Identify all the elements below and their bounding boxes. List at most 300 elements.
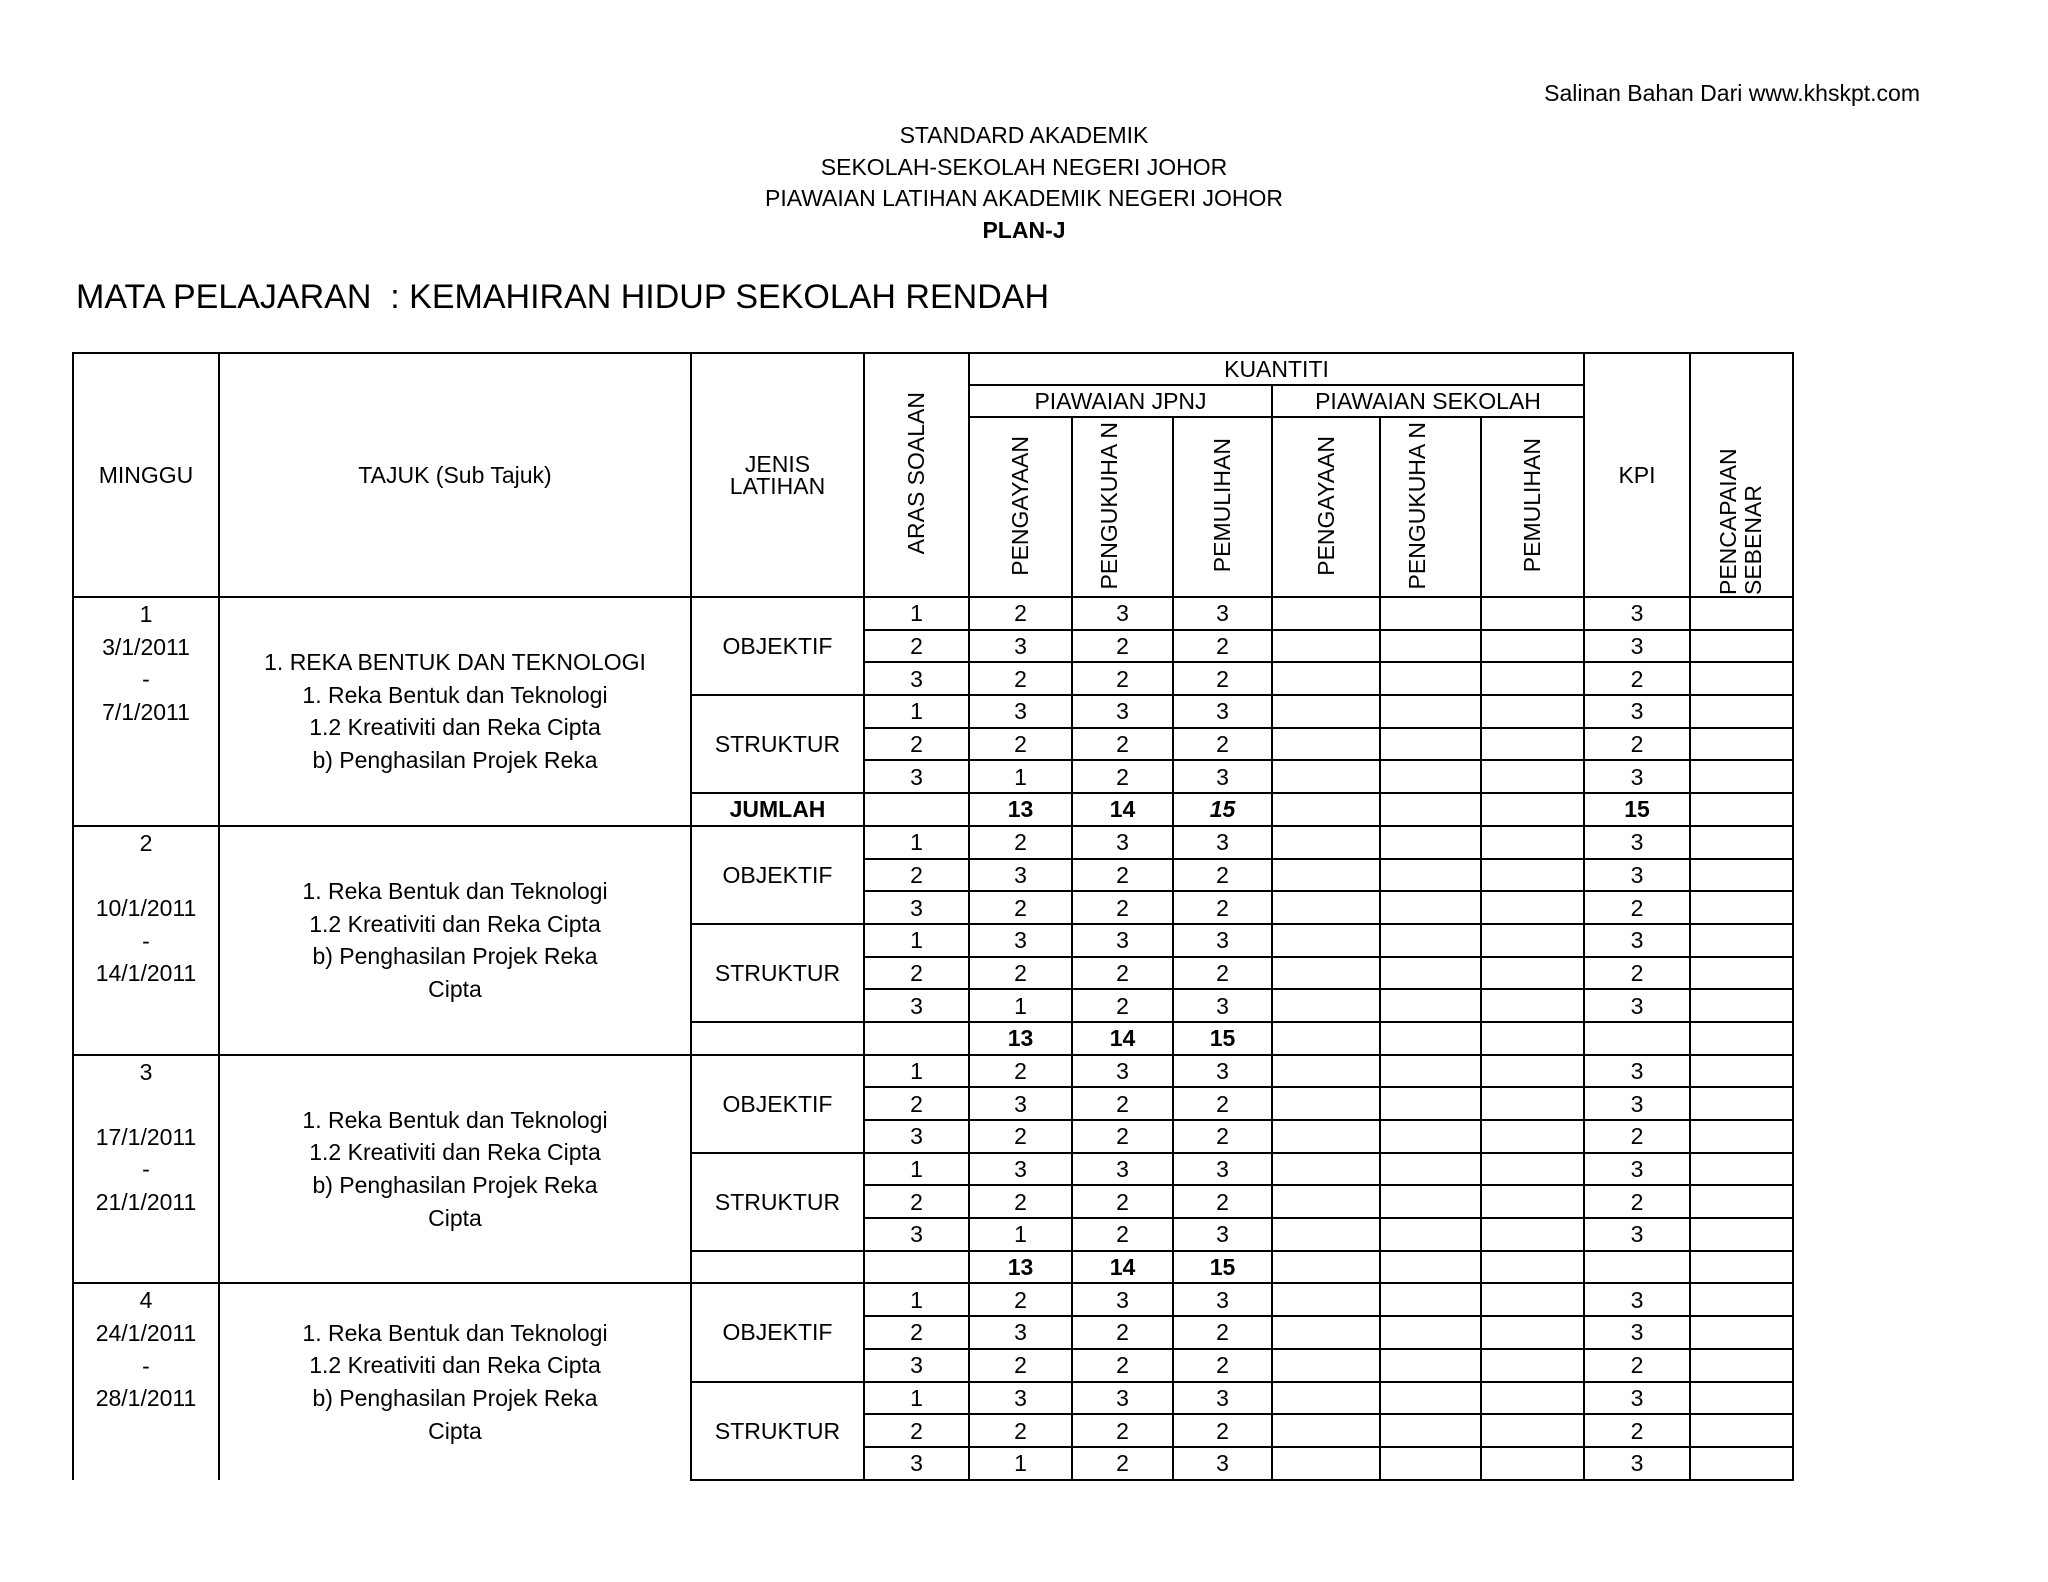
jenis-objektif: OBJEKTIF <box>691 597 864 695</box>
col-header-jpnj-pemulihan: PEMULIHAN <box>1173 417 1272 597</box>
aras-cell: 2 <box>864 1316 969 1349</box>
col-header-kpi: KPI <box>1584 353 1690 597</box>
pencapaian-cell <box>1690 1153 1793 1186</box>
sekolah-pengukuhan-cell <box>1380 630 1481 663</box>
topic-line: 1.2 Kreativiti dan Reka Cipta <box>309 714 601 741</box>
sekolah-pemulihan-cell <box>1481 859 1584 892</box>
sekolah-pengukuhan-cell <box>1380 1414 1481 1447</box>
sekolah-pengayaan-cell <box>1272 1349 1380 1382</box>
topic-cell <box>219 597 691 826</box>
sekolah-pemulihan-cell <box>1481 1185 1584 1218</box>
header-line-2: SEKOLAH-SEKOLAH NEGERI JOHOR <box>820 153 1228 180</box>
sekolah-pengukuhan-cell <box>1380 662 1481 695</box>
topic-line: 1. REKA BENTUK DAN TEKNOLOGI <box>264 649 646 676</box>
kpi-cell: 2 <box>1584 1185 1690 1218</box>
pencapaian-cell <box>1690 662 1793 695</box>
sekolah-pemulihan-cell <box>1481 989 1584 1022</box>
pencapaian-cell <box>1690 760 1793 793</box>
week-line: 3/1/2011 <box>102 633 190 660</box>
sekolah-pengukuhan-cell <box>1380 891 1481 924</box>
week-line: 28/1/2011 <box>95 1385 197 1412</box>
pencapaian-cell <box>1690 1185 1793 1218</box>
table-row <box>73 1055 1793 1088</box>
total-aras-cell <box>864 1251 969 1284</box>
total-pengayaan-cell: 13 <box>969 793 1072 826</box>
jpnj-pemulihan-cell: 2 <box>1173 1120 1272 1153</box>
jpnj-pemulihan-cell: 2 <box>1173 957 1272 990</box>
jpnj-pengukuhan-cell: 2 <box>1072 662 1173 695</box>
sekolah-pengayaan-cell <box>1272 924 1380 957</box>
source-note: Salinan Bahan Dari www.khskpt.com <box>1544 80 1920 106</box>
total-pengukuhan-cell: 14 <box>1072 793 1173 826</box>
topic-line: b) Penghasilan Projek Reka <box>312 1172 598 1199</box>
sekolah-pengukuhan-cell <box>1380 1447 1481 1480</box>
sekolah-pemulihan-cell <box>1481 957 1584 990</box>
sekolah-pengayaan-cell <box>1272 1447 1380 1480</box>
sekolah-pemulihan-cell <box>1481 662 1584 695</box>
sekolah-pengayaan-cell <box>1272 728 1380 761</box>
pencapaian-cell <box>1690 989 1793 1022</box>
total-kpi-cell: 15 <box>1584 793 1690 826</box>
sekolah-pengukuhan-cell <box>1380 1283 1481 1316</box>
sekolah-pengayaan-cell <box>1272 760 1380 793</box>
jpnj-pengukuhan-cell: 2 <box>1072 989 1173 1022</box>
sekolah-pengayaan-cell <box>1272 1218 1380 1251</box>
topic-line: 1.2 Kreativiti dan Reka Cipta <box>309 1352 601 1379</box>
jpnj-pengukuhan-cell: 3 <box>1072 1055 1173 1088</box>
sekolah-pengukuhan-cell <box>1380 1120 1481 1153</box>
col-header-jpnj-pengukuhan: PENGUKUHA N <box>1072 417 1173 597</box>
topic-line: b) Penghasilan Projek Reka <box>312 943 598 970</box>
jpnj-pemulihan-cell: 3 <box>1173 924 1272 957</box>
jpnj-pengayaan-cell: 2 <box>969 1283 1072 1316</box>
aras-cell: 3 <box>864 1218 969 1251</box>
col-header-minggu: MINGGU <box>73 353 219 597</box>
week-line: 3 <box>139 1058 153 1085</box>
pencapaian-cell <box>1690 597 1793 630</box>
total-sekolah-pemulihan-cell <box>1481 1251 1584 1284</box>
pencapaian-cell <box>1690 695 1793 728</box>
jenis-objektif: OBJEKTIF <box>691 1283 864 1381</box>
week-line: 2 <box>139 829 153 856</box>
sekolah-pengayaan-cell <box>1272 826 1380 859</box>
jpnj-pengukuhan-cell: 3 <box>1072 1382 1173 1415</box>
pencapaian-cell <box>1690 728 1793 761</box>
jenis-struktur: STRUKTUR <box>691 1153 864 1251</box>
aras-cell: 2 <box>864 1414 969 1447</box>
kpi-cell: 3 <box>1584 695 1690 728</box>
week-line: 10/1/2011 <box>95 895 197 921</box>
aras-cell: 2 <box>864 630 969 663</box>
week-cell <box>73 1283 219 1479</box>
jpnj-pengukuhan-cell: 3 <box>1072 924 1173 957</box>
jpnj-pemulihan-cell: 2 <box>1173 728 1272 761</box>
aras-cell: 1 <box>864 695 969 728</box>
jenis-struktur: STRUKTUR <box>691 1382 864 1480</box>
jpnj-pemulihan-cell: 3 <box>1173 1218 1272 1251</box>
jpnj-pengayaan-cell: 2 <box>969 662 1072 695</box>
sekolah-pemulihan-cell <box>1481 924 1584 957</box>
topic-line: Cipta <box>428 975 482 1002</box>
sekolah-pengayaan-cell <box>1272 1414 1380 1447</box>
week-line <box>74 859 218 892</box>
jpnj-pengayaan-cell: 3 <box>969 859 1072 892</box>
jpnj-pengayaan-cell: 1 <box>969 760 1072 793</box>
aras-cell: 1 <box>864 1283 969 1316</box>
col-header-tajuk: TAJUK (Sub Tajuk) <box>219 353 691 597</box>
jenis-struktur: STRUKTUR <box>691 924 864 1022</box>
sekolah-pengukuhan-cell <box>1380 859 1481 892</box>
aras-cell: 2 <box>864 1087 969 1120</box>
total-sekolah-pengukuhan-cell <box>1380 1251 1481 1284</box>
jpnj-pengayaan-cell: 2 <box>969 957 1072 990</box>
jpnj-pengayaan-cell: 2 <box>969 1185 1072 1218</box>
kpi-cell: 2 <box>1584 728 1690 761</box>
total-aras-cell <box>864 793 969 826</box>
kpi-cell: 3 <box>1584 1382 1690 1415</box>
sekolah-pengayaan-cell <box>1272 1055 1380 1088</box>
jpnj-pemulihan-cell: 3 <box>1173 1283 1272 1316</box>
subject-title: MATA PELAJARAN : KEMAHIRAN HIDUP SEKOLAH RENDAH <box>76 278 1050 316</box>
kpi-cell: 2 <box>1584 957 1690 990</box>
sekolah-pengayaan-cell <box>1272 1283 1380 1316</box>
jpnj-pengayaan-cell: 3 <box>969 695 1072 728</box>
total-sekolah-pengayaan-cell <box>1272 793 1380 826</box>
sekolah-pemulihan-cell <box>1481 728 1584 761</box>
sekolah-pemulihan-cell <box>1481 1316 1584 1349</box>
jpnj-pengukuhan-cell: 2 <box>1072 728 1173 761</box>
col-header-piawaian-sekolah: PIAWAIAN SEKOLAH <box>1272 385 1584 417</box>
sekolah-pengayaan-cell <box>1272 630 1380 663</box>
total-sekolah-pemulihan-cell <box>1481 1022 1584 1055</box>
week-line: 21/1/2011 <box>95 1189 197 1215</box>
sekolah-pengayaan-cell <box>1272 1120 1380 1153</box>
sekolah-pemulihan-cell <box>1481 1055 1584 1088</box>
jpnj-pengukuhan-cell: 2 <box>1072 1447 1173 1480</box>
sekolah-pemulihan-cell <box>1481 597 1584 630</box>
jpnj-pengukuhan-cell: 3 <box>1072 695 1173 728</box>
aras-cell: 3 <box>864 760 969 793</box>
jpnj-pemulihan-cell: 2 <box>1173 859 1272 892</box>
jpnj-pengayaan-cell: 1 <box>969 1218 1072 1251</box>
kpi-cell: 2 <box>1584 662 1690 695</box>
kpi-cell: 2 <box>1584 1120 1690 1153</box>
topic-line: 1.2 Kreativiti dan Reka Cipta <box>309 910 601 937</box>
pencapaian-cell <box>1690 630 1793 663</box>
sekolah-pemulihan-cell <box>1481 695 1584 728</box>
total-sekolah-pengukuhan-cell <box>1380 1022 1481 1055</box>
jpnj-pemulihan-cell: 3 <box>1173 1382 1272 1415</box>
jpnj-pengayaan-cell: 2 <box>969 891 1072 924</box>
jpnj-pengukuhan-cell: 2 <box>1072 760 1173 793</box>
total-pencapaian-cell <box>1690 1251 1793 1284</box>
jpnj-pengukuhan-cell: 3 <box>1072 597 1173 630</box>
aras-cell: 3 <box>864 662 969 695</box>
week-line: 4 <box>139 1287 153 1314</box>
jpnj-pengukuhan-cell: 2 <box>1072 1414 1173 1447</box>
topic-line: 1.2 Kreativiti dan Reka Cipta <box>309 1139 601 1166</box>
aras-cell: 3 <box>864 1447 969 1480</box>
sekolah-pengukuhan-cell <box>1380 1153 1481 1186</box>
week-line: 1 <box>139 601 153 627</box>
week-cell <box>73 1055 219 1284</box>
aras-cell: 1 <box>864 1382 969 1415</box>
total-pengayaan-cell: 13 <box>969 1022 1072 1055</box>
jpnj-pemulihan-cell: 2 <box>1173 1414 1272 1447</box>
sekolah-pemulihan-cell <box>1481 630 1584 663</box>
jpnj-pengukuhan-cell: 2 <box>1072 1218 1173 1251</box>
sekolah-pengukuhan-cell <box>1380 924 1481 957</box>
jpnj-pemulihan-cell: 3 <box>1173 1447 1272 1480</box>
jpnj-pengayaan-cell: 3 <box>969 1087 1072 1120</box>
aras-cell: 2 <box>864 957 969 990</box>
jpnj-pemulihan-cell: 2 <box>1173 662 1272 695</box>
sekolah-pengukuhan-cell <box>1380 1185 1481 1218</box>
jpnj-pemulihan-cell: 3 <box>1173 695 1272 728</box>
sekolah-pemulihan-cell <box>1481 1120 1584 1153</box>
jpnj-pengayaan-cell: 2 <box>969 728 1072 761</box>
jpnj-pengukuhan-cell: 3 <box>1072 1283 1173 1316</box>
sekolah-pengayaan-cell <box>1272 1153 1380 1186</box>
total-kpi-cell <box>1584 1251 1690 1284</box>
week-line: 14/1/2011 <box>95 960 197 987</box>
sekolah-pengayaan-cell <box>1272 989 1380 1022</box>
kpi-cell: 3 <box>1584 597 1690 630</box>
sekolah-pemulihan-cell <box>1481 1218 1584 1251</box>
kpi-cell: 3 <box>1584 924 1690 957</box>
jpnj-pemulihan-cell: 3 <box>1173 989 1272 1022</box>
kpi-cell: 3 <box>1584 1447 1690 1480</box>
sekolah-pengukuhan-cell <box>1380 1087 1481 1120</box>
jpnj-pengayaan-cell: 2 <box>969 1414 1072 1447</box>
jpnj-pemulihan-cell: 3 <box>1173 597 1272 630</box>
pencapaian-cell <box>1690 1120 1793 1153</box>
sekolah-pengukuhan-cell <box>1380 957 1481 990</box>
jpnj-pemulihan-cell: 2 <box>1173 891 1272 924</box>
jpnj-pengukuhan-cell: 2 <box>1072 891 1173 924</box>
kpi-cell: 2 <box>1584 1349 1690 1382</box>
topic-line: b) Penghasilan Projek Reka <box>312 1385 598 1411</box>
total-sekolah-pengukuhan-cell <box>1380 793 1481 826</box>
pencapaian-cell <box>1690 1382 1793 1415</box>
total-pengukuhan-cell: 14 <box>1072 1022 1173 1055</box>
jpnj-pengayaan-cell: 1 <box>969 989 1072 1022</box>
sekolah-pengayaan-cell <box>1272 1087 1380 1120</box>
sekolah-pengukuhan-cell <box>1380 728 1481 761</box>
total-label-cell <box>691 1251 864 1284</box>
aras-cell: 1 <box>864 597 969 630</box>
jpnj-pengukuhan-cell: 2 <box>1072 859 1173 892</box>
total-pencapaian-cell <box>1690 793 1793 826</box>
jpnj-pengukuhan-cell: 2 <box>1072 630 1173 663</box>
kpi-cell: 3 <box>1584 1087 1690 1120</box>
sekolah-pengukuhan-cell <box>1380 1218 1481 1251</box>
kpi-cell: 3 <box>1584 1283 1690 1316</box>
jpnj-pengayaan-cell: 2 <box>969 1055 1072 1088</box>
total-pengukuhan-cell: 14 <box>1072 1251 1173 1284</box>
jpnj-pengayaan-cell: 2 <box>969 826 1072 859</box>
topic-line: 1. Reka Bentuk dan Teknologi <box>302 1319 608 1346</box>
col-header-aras-soalan: ARAS SOALAN <box>864 353 969 597</box>
kpi-cell: 3 <box>1584 859 1690 892</box>
topic-line: Cipta <box>428 1417 482 1444</box>
col-header-sekolah-pemulihan: PEMULIHAN <box>1481 417 1584 597</box>
jpnj-pengayaan-cell: 2 <box>969 1120 1072 1153</box>
sekolah-pengayaan-cell <box>1272 597 1380 630</box>
jpnj-pengayaan-cell: 3 <box>969 1382 1072 1415</box>
week-line: 17/1/2011 <box>95 1123 197 1150</box>
kpi-cell: 3 <box>1584 826 1690 859</box>
total-pencapaian-cell <box>1690 1022 1793 1055</box>
week-line: 24/1/2011 <box>95 1320 197 1347</box>
total-sekolah-pengayaan-cell <box>1272 1251 1380 1284</box>
jpnj-pengayaan-cell: 2 <box>969 1349 1072 1382</box>
jpnj-pemulihan-cell: 3 <box>1173 826 1272 859</box>
jpnj-pengayaan-cell: 1 <box>969 1447 1072 1480</box>
pencapaian-cell <box>1690 859 1793 892</box>
jpnj-pengayaan-cell: 3 <box>969 1316 1072 1349</box>
pencapaian-cell <box>1690 1055 1793 1088</box>
week-cell <box>73 826 219 1055</box>
sekolah-pengukuhan-cell <box>1380 826 1481 859</box>
sekolah-pemulihan-cell <box>1481 826 1584 859</box>
table-row <box>73 1283 1793 1316</box>
aras-cell: 3 <box>864 891 969 924</box>
jpnj-pemulihan-cell: 2 <box>1173 1087 1272 1120</box>
jpnj-pengukuhan-cell: 3 <box>1072 1153 1173 1186</box>
sekolah-pengukuhan-cell <box>1380 1055 1481 1088</box>
aras-cell: 3 <box>864 1120 969 1153</box>
pencapaian-cell <box>1690 1087 1793 1120</box>
sekolah-pemulihan-cell <box>1481 891 1584 924</box>
sekolah-pengayaan-cell <box>1272 957 1380 990</box>
kpi-cell: 3 <box>1584 1055 1690 1088</box>
sekolah-pengukuhan-cell <box>1380 989 1481 1022</box>
sekolah-pengayaan-cell <box>1272 1382 1380 1415</box>
table-row <box>73 597 1793 630</box>
pencapaian-cell <box>1690 1316 1793 1349</box>
col-header-kuantiti: KUANTITI <box>969 353 1584 385</box>
aras-cell: 2 <box>864 728 969 761</box>
total-label-cell <box>691 1022 864 1055</box>
jenis-objektif: OBJEKTIF <box>691 1055 864 1153</box>
topic-line: Cipta <box>428 1204 482 1231</box>
topic-cell <box>219 1055 691 1284</box>
header-plan: PLAN-J <box>982 216 1066 243</box>
sekolah-pengukuhan-cell <box>1380 760 1481 793</box>
sekolah-pengayaan-cell <box>1272 1316 1380 1349</box>
col-header-jpnj-pengayaan: PENGAYAAN <box>969 417 1072 597</box>
total-aras-cell <box>864 1022 969 1055</box>
week-line: 7/1/2011 <box>102 698 190 725</box>
aras-cell: 1 <box>864 924 969 957</box>
sekolah-pemulihan-cell <box>1481 1382 1584 1415</box>
jpnj-pemulihan-cell: 3 <box>1173 1153 1272 1186</box>
aras-cell: 2 <box>864 859 969 892</box>
pencapaian-cell <box>1690 1283 1793 1316</box>
pencapaian-cell <box>1690 826 1793 859</box>
table-row <box>73 826 1793 859</box>
sekolah-pemulihan-cell <box>1481 1414 1584 1447</box>
document-header <box>0 120 2048 246</box>
pencapaian-cell <box>1690 957 1793 990</box>
sekolah-pengukuhan-cell <box>1380 1316 1481 1349</box>
kpi-cell: 3 <box>1584 630 1690 663</box>
aras-cell: 1 <box>864 1055 969 1088</box>
pencapaian-cell <box>1690 924 1793 957</box>
week-line: - <box>142 1156 150 1183</box>
jpnj-pengukuhan-cell: 3 <box>1072 826 1173 859</box>
jpnj-pemulihan-cell: 2 <box>1173 1316 1272 1349</box>
aras-cell: 3 <box>864 1349 969 1382</box>
total-pemulihan-cell: 15 <box>1173 1251 1272 1284</box>
pencapaian-cell <box>1690 1218 1793 1251</box>
sekolah-pengukuhan-cell <box>1380 1349 1481 1382</box>
jpnj-pemulihan-cell: 2 <box>1173 630 1272 663</box>
topic-line: 1. Reka Bentuk dan Teknologi <box>302 1106 608 1133</box>
total-kpi-cell <box>1584 1022 1690 1055</box>
kpi-cell: 3 <box>1584 1153 1690 1186</box>
sekolah-pengayaan-cell <box>1272 859 1380 892</box>
sekolah-pengayaan-cell <box>1272 1185 1380 1218</box>
jpnj-pemulihan-cell: 2 <box>1173 1349 1272 1382</box>
total-pemulihan-cell: 15 <box>1173 793 1272 826</box>
header-line-3: PIAWAIAN LATIHAN AKADEMIK NEGERI JOHOR <box>764 185 1284 211</box>
kpi-cell: 3 <box>1584 1218 1690 1251</box>
sekolah-pengukuhan-cell <box>1380 1382 1481 1415</box>
sekolah-pemulihan-cell <box>1481 1087 1584 1120</box>
topic-line: b) Penghasilan Projek Reka <box>312 747 598 773</box>
sekolah-pemulihan-cell <box>1481 1153 1584 1186</box>
sekolah-pengukuhan-cell <box>1380 597 1481 630</box>
col-header-jenis-latihan: JENIS LATIHAN <box>691 353 864 597</box>
total-label-cell: JUMLAH <box>691 793 864 826</box>
jpnj-pengayaan-cell: 2 <box>969 597 1072 630</box>
sekolah-pemulihan-cell <box>1481 1349 1584 1382</box>
kpi-cell: 3 <box>1584 989 1690 1022</box>
header-line-1: STANDARD AKADEMIK <box>899 122 1149 148</box>
jenis-objektif: OBJEKTIF <box>691 826 864 924</box>
jpnj-pengukuhan-cell: 2 <box>1072 1185 1173 1218</box>
pencapaian-cell <box>1690 1349 1793 1382</box>
topic-line: 1. Reka Bentuk dan Teknologi <box>302 681 608 708</box>
aras-cell: 1 <box>864 1153 969 1186</box>
plan-table <box>72 352 1794 1481</box>
kpi-cell: 3 <box>1584 1316 1690 1349</box>
total-sekolah-pemulihan-cell <box>1481 793 1584 826</box>
sekolah-pengukuhan-cell <box>1380 695 1481 728</box>
sekolah-pemulihan-cell <box>1481 1447 1584 1480</box>
week-line: - <box>142 666 150 693</box>
col-header-sekolah-pengayaan: PENGAYAAN <box>1272 417 1380 597</box>
week-line: - <box>142 927 150 954</box>
jpnj-pengayaan-cell: 3 <box>969 630 1072 663</box>
pencapaian-cell <box>1690 1414 1793 1447</box>
jpnj-pengukuhan-cell: 2 <box>1072 1349 1173 1382</box>
jpnj-pengayaan-cell: 3 <box>969 1153 1072 1186</box>
week-line: - <box>142 1352 150 1379</box>
total-sekolah-pengayaan-cell <box>1272 1022 1380 1055</box>
aras-cell: 3 <box>864 989 969 1022</box>
jpnj-pengukuhan-cell: 2 <box>1072 1316 1173 1349</box>
col-header-pencapaian: PENCAPAIAN SEBENAR <box>1690 353 1793 597</box>
topic-cell <box>219 1283 691 1479</box>
week-line <box>74 1088 218 1121</box>
sekolah-pengayaan-cell <box>1272 662 1380 695</box>
jpnj-pengukuhan-cell: 2 <box>1072 1120 1173 1153</box>
jpnj-pemulihan-cell: 2 <box>1173 1185 1272 1218</box>
total-pengayaan-cell: 13 <box>969 1251 1072 1284</box>
